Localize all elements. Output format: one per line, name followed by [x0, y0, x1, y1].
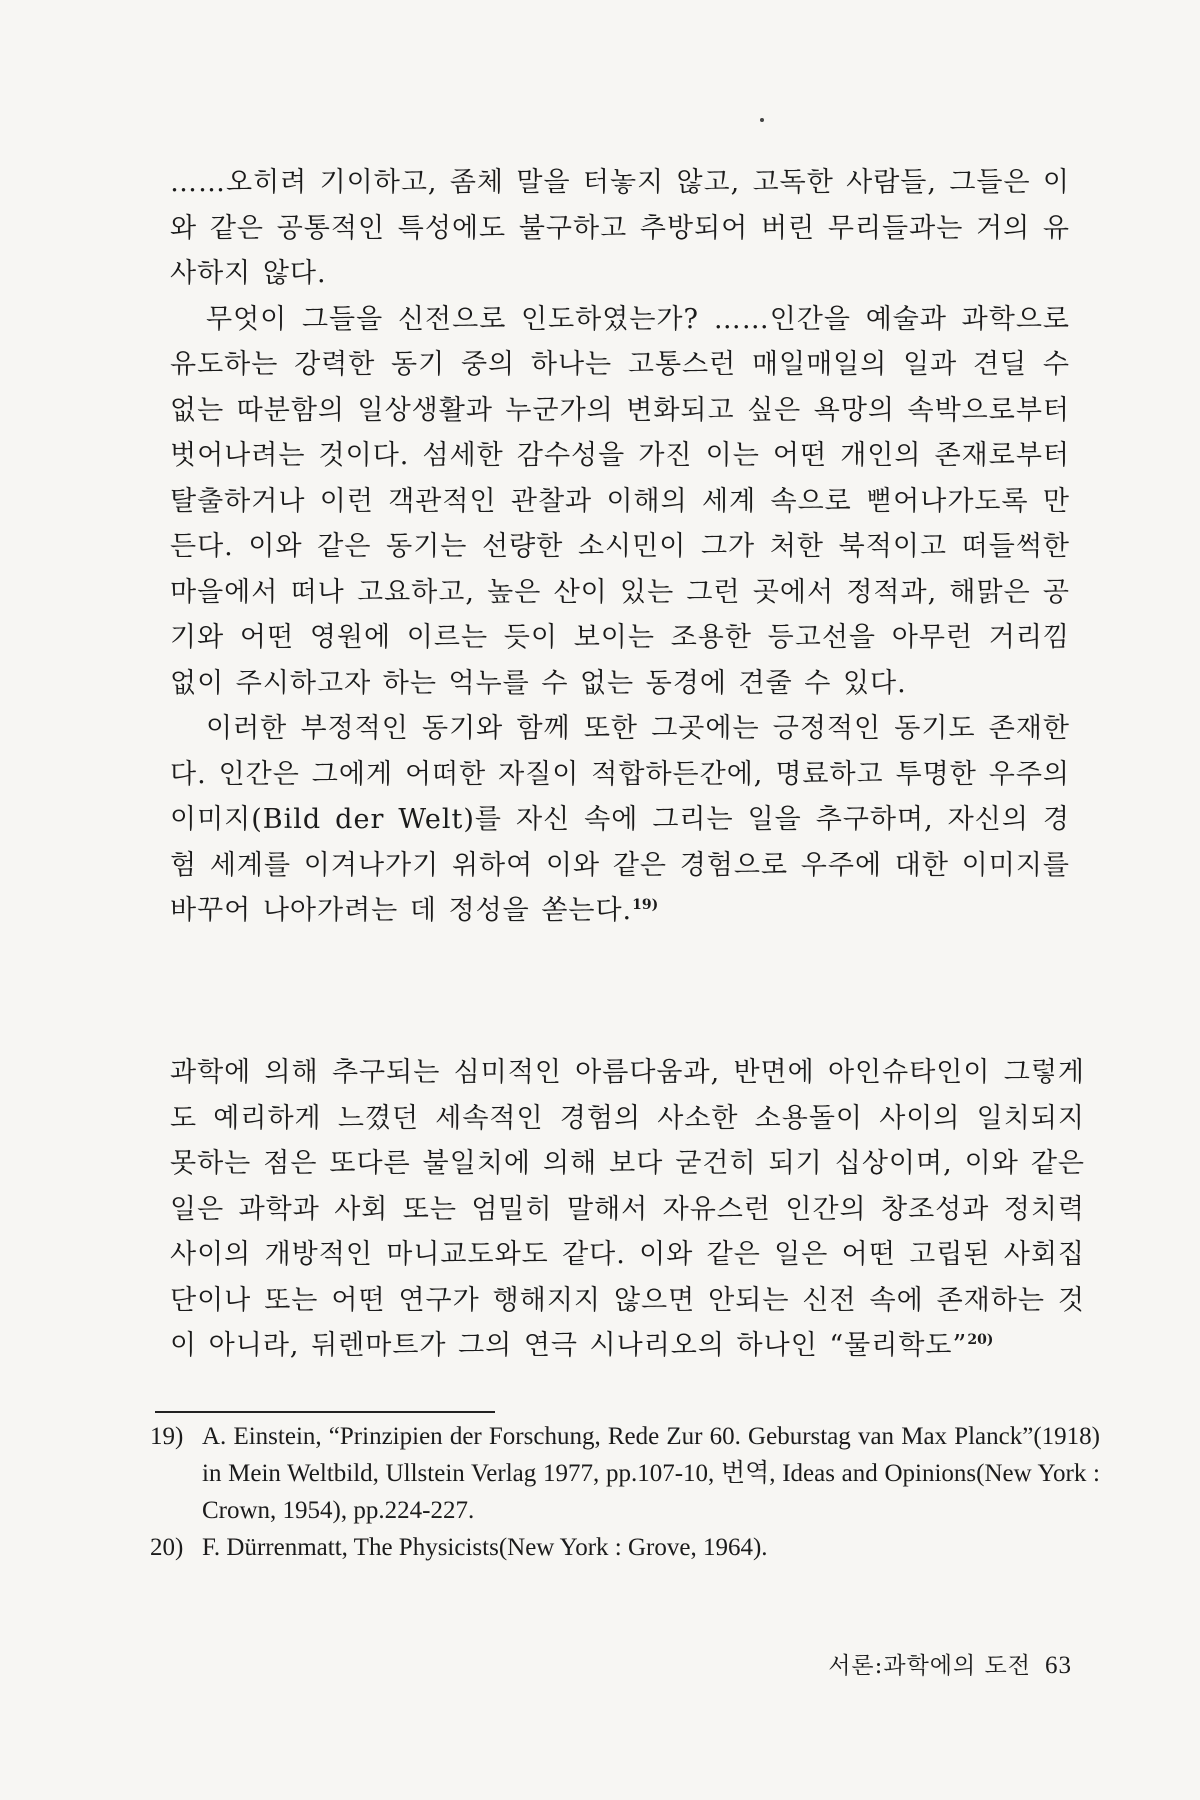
footnote-number: 20): [150, 1534, 184, 1561]
page-folio: [828, 1647, 1072, 1680]
quote-paragraph-3: [170, 706, 1070, 934]
speck-mark: [760, 118, 764, 122]
body-paragraph-text: 과학에 의해 추구되는 심미적인 아름다움과, 반면에 아인슈타인이 그렇게도 예리하게 느꼈던 세속적인 경험의 사소한 소용돌이 사이의 일치되지 못하는 점은 또다른 불일치에 의해 보다 굳건히 되기 십상이며, 이와 같은 일은 과학과 사회 또는 엄밀히 말해서 자유스런 인간의 창조성과 정치력 사이의 개방적인 마니교도와도 같다. 이와 같은 일은 어떤 고립된 사회집단이나 또는 어떤 연구가 행해지지 않으면 안되는 신전 속에 존재하는 것이 아니라, 뒤렌마트가 그의 연극 시나리오의 하나인 “물리학도”: [170, 1057, 1085, 1361]
footnote-divider: [155, 1411, 495, 1413]
footnote-ref-20[interactable]: 20): [967, 1332, 994, 1348]
quote-paragraph-1: ……오히려 기이하고, 좀체 말을 터놓지 않고, 고독한 사람들, 그들은 이와 같은 공통적인 특성에도 불구하고 추방되어 버린 무리들과는 거의 유사하지 않다.: [170, 167, 1070, 289]
footnote-ref-19[interactable]: 19): [632, 897, 659, 913]
quote-paragraph-3-text: 이러한 부정적인 동기와 함께 또한 그곳에는 긍정적인 동기도 존재한다. 인간은 그에게 어떠한 자질이 적합하든간에, 명료하고 투명한 우주의 이미지(Bild der Welt)를 자신 속에 그리는 일을 추구하며, 자신의 경험 세계를 이겨나가기 위하여 이와 같은 경험으로 우주에 대한 이미지를 바꾸어 나아가려는 데 정성을 쏟는다.: [170, 713, 1070, 926]
body-text: [170, 1050, 1085, 1369]
footnote-19: [150, 1418, 1100, 1529]
block-quote: [170, 160, 1070, 934]
footnotes: [150, 1418, 1100, 1566]
footnote-20: [150, 1529, 1100, 1566]
running-head: 서론:과학에의 도전: [828, 1653, 1031, 1679]
quote-paragraph-2: 무엇이 그들을 신전으로 인도하였는가? ……인간을 예술과 과학으로 유도하는 강력한 동기 중의 하나는 고통스런 매일매일의 일과 견딜 수 없는 따분함의 일상생활과 누군가의 변화되고 싶은 욕망의 속박으로부터 벗어나려는 것이다. 섬세한 감수성을 가진 이는 어떤 개인의 존재로부터 탈출하거나 이런 객관적인 관찰과 이해의 세계 속으로 뻗어나가도록 만든다. 이와 같은 동기는 선량한 소시민이 그가 처한 북적이고 떠들썩한 마을에서 떠나 고요하고, 높은 산이 있는 그런 곳에서 정적과, 해맑은 공기와 어떤 영원에 이르는 듯이 보이는 조용한 등고선을 아무런 거리낌 없이 주시하고자 하는 억누를 수 없는 동경에 견줄 수 있다.: [170, 303, 1070, 699]
footnote-number: 19): [150, 1423, 184, 1450]
footnote-text: A. Einstein, “Prinzipien der Forschung, Rede Zur 60. Geburstag van Max Planck”(1918) in Mein Weltbild, Ullstein Verlag 1977, pp.107-10, 번역, Ideas and Opinions(New York : Crown, 1954), pp.224-227.: [202, 1423, 1100, 1524]
body-paragraph: [170, 1050, 1085, 1369]
footnote-text: F. Dürrenmatt, The Physicists(New York : Grove, 1964).: [202, 1534, 768, 1561]
page-number: 63: [1045, 1652, 1072, 1679]
